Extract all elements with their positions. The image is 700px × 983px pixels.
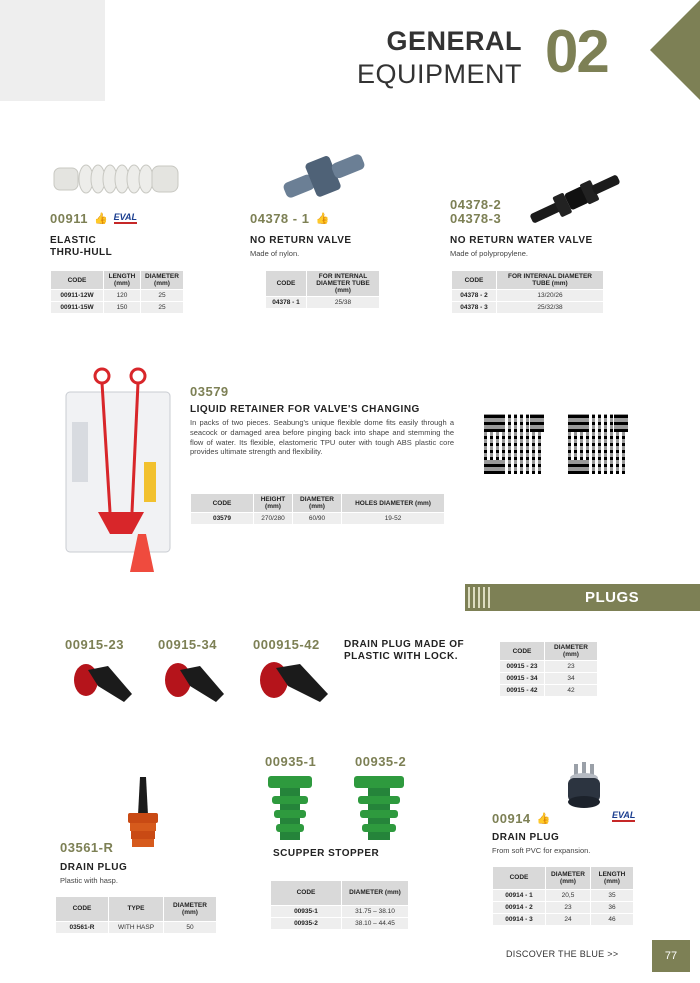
product-code: 04378-3 (450, 211, 502, 227)
spec-table-00911 (50, 270, 184, 314)
qr-code (482, 412, 546, 476)
cell: 24 (546, 914, 590, 925)
col-header: CODE (56, 897, 108, 921)
cell: 25 (141, 302, 183, 313)
table-row (271, 918, 408, 929)
corner-panel (0, 0, 105, 101)
eval-logo: EVAL (113, 212, 137, 222)
product-name: SCUPPER STOPPER (273, 848, 380, 859)
col-header: HOLES DIAMETER (mm) (342, 494, 444, 512)
col-header: FOR INTERNAL DIAMETER TUBE (mm) (497, 271, 603, 289)
product-name: NO RETURN WATER VALVE (450, 235, 593, 246)
cell: 03579 (191, 513, 253, 524)
product-code: 00915-34 (158, 637, 217, 652)
col-header: DIAMETER (mm) (293, 494, 341, 512)
product-04378-1-header (250, 211, 329, 226)
col-header: CODE (266, 271, 306, 296)
col-header: DIAMETER (mm) (342, 881, 408, 905)
eval-logo: EVAL (612, 810, 636, 820)
cell: 23 (545, 661, 597, 672)
cell: 04378 - 3 (452, 302, 496, 313)
cell: 270/280 (254, 513, 292, 524)
cell: 00911-15W (51, 302, 103, 313)
product-name: DRAIN PLUG (60, 862, 128, 873)
cell: 42 (545, 685, 597, 696)
product-codes (450, 198, 501, 227)
drain-plug-lock-image (160, 660, 230, 710)
col-header: DIAMETER (mm) (141, 271, 183, 289)
table-row (500, 661, 597, 672)
col-header: FOR INTERNAL DIAMETER TUBE (mm) (307, 271, 379, 296)
cell: 04378 - 2 (452, 290, 496, 301)
cell: 00915 - 34 (500, 673, 544, 684)
col-header: CODE (500, 642, 544, 660)
product-code: 00935-2 (355, 754, 407, 769)
cell: 60/90 (293, 513, 341, 524)
spec-table-03579 (190, 493, 445, 525)
name-line-1: ELASTIC (50, 235, 97, 246)
thumbs-up-icon: 👍 (536, 813, 551, 825)
thru-hull-image (52, 158, 182, 202)
product-desc: In packs of two pieces. Seabung's unique flexible dome fits easily through a seacock or damaged area before pinging back into shape and stemming the flow of water. Its flexible, elastomeric TPU outer with tough ABS plastic core provides ultimate strength and flexibility. (190, 418, 454, 457)
table-row (500, 673, 597, 684)
section-number: 02 (545, 18, 608, 85)
table-row (271, 906, 408, 917)
cell: 36 (591, 902, 633, 913)
thumbs-up-icon: 👍 (315, 213, 330, 225)
no-return-valve-image (276, 146, 372, 206)
cell: 25 (141, 290, 183, 301)
product-code: 00915-23 (65, 637, 124, 652)
cell: 00915 - 23 (500, 661, 544, 672)
thumbs-up-icon: 👍 (93, 213, 108, 225)
col-header: CODE (191, 494, 253, 512)
col-header: LENGTH (mm) (591, 867, 633, 889)
table-row (191, 513, 444, 524)
product-desc: Made of nylon. (250, 249, 300, 258)
spec-table-04378-1 (265, 270, 380, 309)
table-row (452, 290, 603, 301)
drain-plug-lock-image (256, 658, 336, 712)
cell: 120 (104, 290, 140, 301)
plugs-section-title: PLUGS (585, 589, 640, 606)
product-desc: Made of polypropylene. (450, 249, 528, 258)
col-header: CODE (271, 881, 341, 905)
cell: WITH HASP (109, 922, 163, 933)
cell: 25/38 (307, 297, 379, 308)
cell: 150 (104, 302, 140, 313)
page-title (357, 28, 522, 88)
product-desc: Plastic with hasp. (60, 876, 118, 885)
cell: 00911-12W (51, 290, 103, 301)
table-row (493, 902, 633, 913)
product-code: 03579 (190, 384, 229, 399)
cell: 00915 - 42 (500, 685, 544, 696)
title-bold: GENERAL (386, 26, 522, 56)
cell: 00935-1 (271, 906, 341, 917)
cell: 23 (546, 902, 590, 913)
product-name: DRAIN PLUG MADE OF PLASTIC WITH LOCK. (344, 639, 465, 662)
table-row (51, 302, 183, 313)
spec-table-00915 (499, 641, 598, 697)
table-row (452, 302, 603, 313)
product-name: LIQUID RETAINER FOR VALVE'S CHANGING (190, 404, 420, 415)
cell: 19-52 (342, 513, 444, 524)
product-code: 00935-1 (265, 754, 317, 769)
cell: 25/32/38 (497, 302, 603, 313)
col-header: TYPE (109, 897, 163, 921)
cell: 38.10 – 44.45 (342, 918, 408, 929)
col-header: LENGTH (mm) (104, 271, 140, 289)
product-00914-header (492, 811, 550, 826)
table-row (51, 290, 183, 301)
table-row (493, 914, 633, 925)
spec-table-03561 (55, 896, 217, 934)
product-name: NO RETURN VALVE (250, 235, 352, 246)
scupper-stopper-image (352, 774, 406, 842)
table-row (493, 890, 633, 901)
plugs-bar-stripes (468, 587, 490, 608)
cell: 20,5 (546, 890, 590, 901)
cell: 13/20/26 (497, 290, 603, 301)
drain-plug-lock-image (68, 660, 138, 710)
col-header: DIAMETER (mm) (545, 642, 597, 660)
product-code: 00914 (492, 811, 531, 826)
cell: 04378 - 1 (266, 297, 306, 308)
col-header: CODE (51, 271, 103, 289)
cell: 35 (591, 890, 633, 901)
plugs-section-bar (465, 584, 700, 611)
drain-plug-hasp-image (118, 773, 168, 853)
water-valve-image (525, 170, 625, 228)
page-number: 77 (652, 940, 690, 972)
title-light: EQUIPMENT (356, 59, 522, 89)
soft-pvc-plug-image (560, 760, 610, 812)
cell: 31.75 – 38.10 (342, 906, 408, 917)
liquid-retainer-image (62, 362, 178, 582)
product-name: DRAIN PLUG (492, 832, 560, 843)
cell: 00935-2 (271, 918, 341, 929)
product-00911-header (50, 211, 137, 226)
spec-table-04378-23 (451, 270, 604, 314)
table-row (500, 685, 597, 696)
product-code: 000915-42 (253, 637, 320, 652)
product-desc: From soft PVC for expansion. (492, 846, 591, 855)
col-header: HEIGHT (mm) (254, 494, 292, 512)
cell: 00914 - 3 (493, 914, 545, 925)
scupper-stopper-image (266, 774, 314, 842)
section-triangle (650, 0, 700, 100)
product-code: 04378-2 (450, 197, 502, 212)
cell: 50 (164, 922, 216, 933)
col-header: DIAMETER (mm) (164, 897, 216, 921)
col-header: CODE (452, 271, 496, 289)
col-header: DIAMETER (mm) (546, 867, 590, 889)
cell: 03561-R (56, 922, 108, 933)
cell: 34 (545, 673, 597, 684)
cell: 00914 - 2 (493, 902, 545, 913)
spec-table-00935 (270, 880, 409, 930)
cell: 00914 - 1 (493, 890, 545, 901)
product-code: 00911 (50, 211, 88, 226)
footer-tagline: DISCOVER THE BLUE >> (506, 949, 619, 959)
product-name (50, 235, 112, 259)
qr-code (566, 412, 630, 476)
spec-table-00914 (492, 866, 634, 926)
product-code: 03561-R (60, 840, 114, 855)
product-code: 04378 - 1 (250, 211, 310, 226)
table-row (56, 922, 216, 933)
cell: 46 (591, 914, 633, 925)
col-header: CODE (493, 867, 545, 889)
table-row (266, 297, 379, 308)
name-line-2: THRU-HULL (50, 247, 113, 258)
